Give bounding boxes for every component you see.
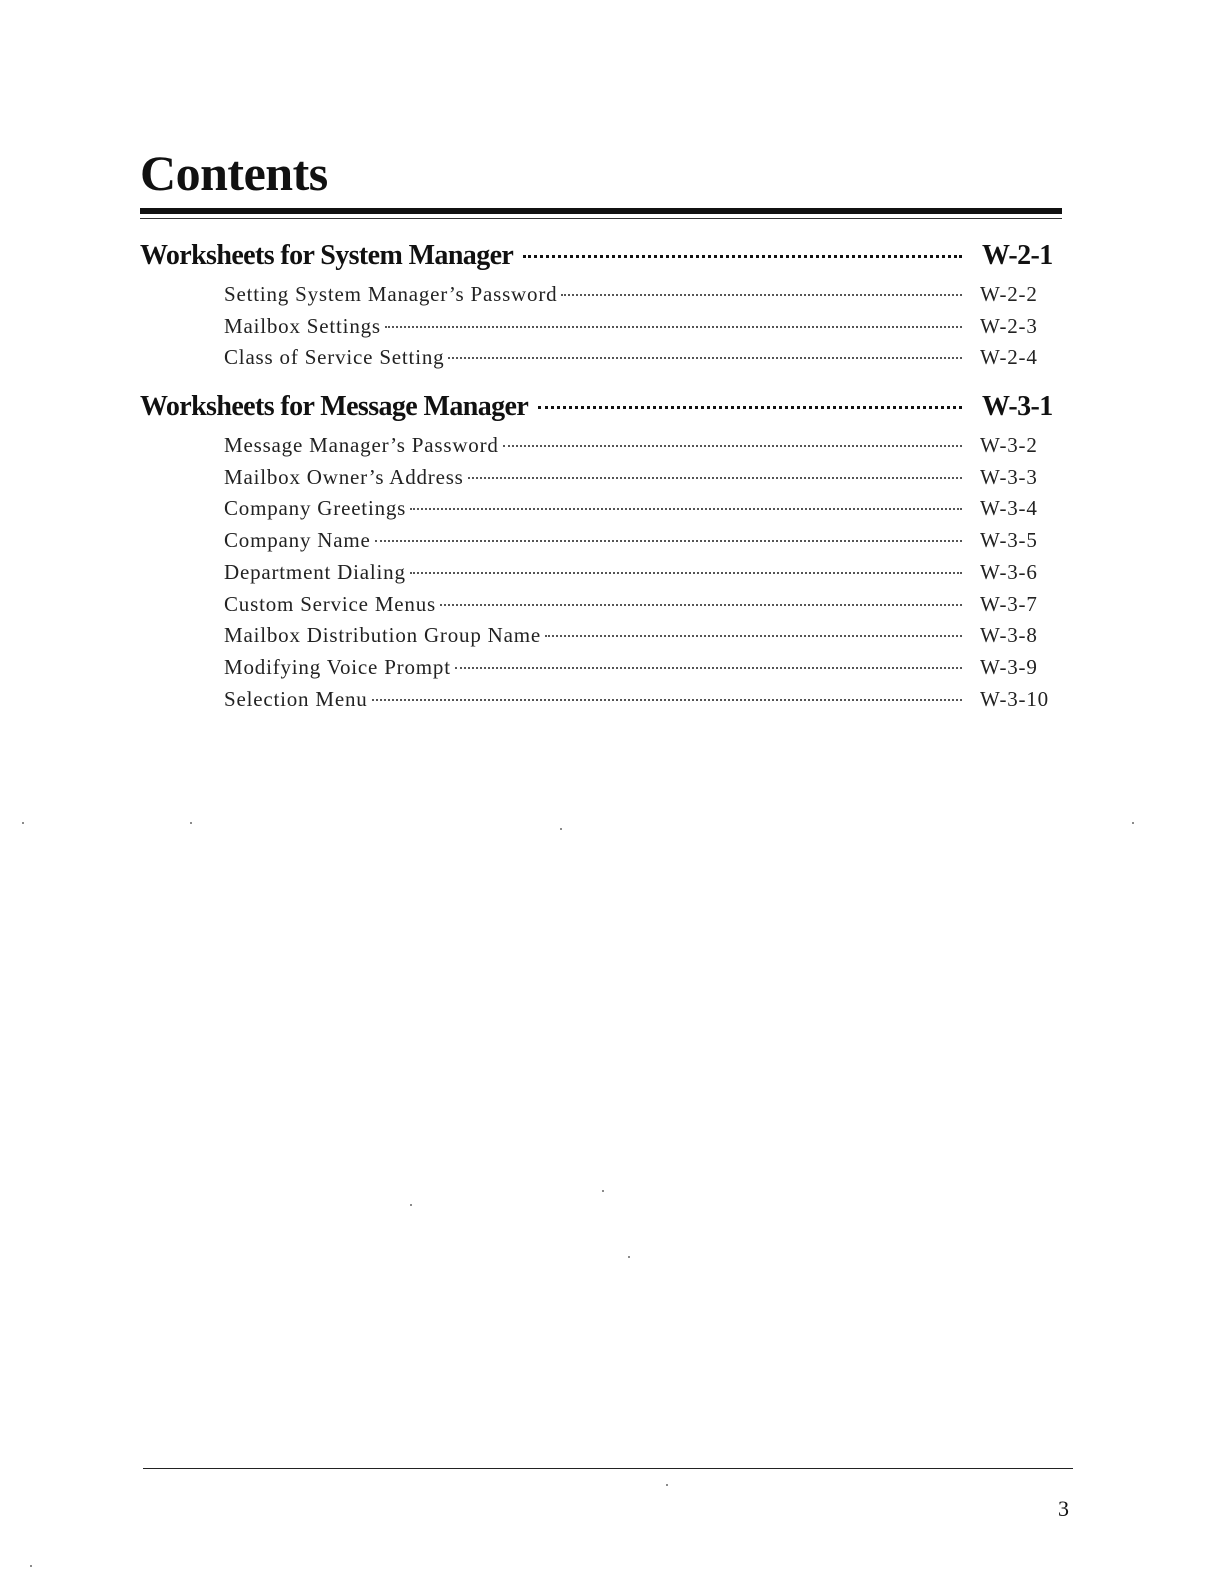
toc-entry-label: Message Manager’s Password xyxy=(224,433,499,458)
scan-speck xyxy=(1132,822,1134,824)
dot-leader xyxy=(440,604,962,606)
scan-speck xyxy=(560,828,562,830)
toc-entry-page: W-3-4 xyxy=(980,496,1038,521)
dot-leader xyxy=(561,294,962,296)
toc-entry-page: W-2-4 xyxy=(980,345,1038,370)
scan-speck xyxy=(628,1256,630,1258)
scan-speck xyxy=(410,1204,412,1206)
dot-leader xyxy=(545,635,962,637)
toc-section-message-manager xyxy=(140,391,1062,718)
toc-entry-label: Setting System Manager’s Password xyxy=(224,282,558,306)
toc-heading-page: W-2-1 xyxy=(982,240,1053,271)
toc-entry[interactable] xyxy=(140,687,1062,719)
toc-entry-page: W-3-6 xyxy=(980,559,1038,584)
dot-leader xyxy=(410,572,962,574)
scan-speck xyxy=(22,822,24,824)
toc-entry-label: Mailbox Distribution Group Name xyxy=(224,623,542,648)
toc-entry[interactable] xyxy=(140,345,1062,377)
dot-leader xyxy=(375,540,962,542)
toc-section-system-manager xyxy=(140,240,1062,377)
toc-entry-page: W-2-3 xyxy=(980,313,1038,338)
footer-rule xyxy=(143,1468,1073,1469)
dot-leader xyxy=(385,326,962,328)
toc-entry-page: W-3-5 xyxy=(980,528,1038,553)
toc-entry-page: W-3-10 xyxy=(980,686,1049,711)
scan-speck xyxy=(602,1190,604,1192)
dot-leader xyxy=(468,477,962,479)
toc-entry-page: W-3-8 xyxy=(980,623,1038,648)
toc-section-heading[interactable] xyxy=(140,391,1062,427)
toc-entry[interactable] xyxy=(140,282,1062,314)
dot-leader xyxy=(372,699,962,701)
toc-entry[interactable] xyxy=(140,655,1062,687)
toc-entry-page: W-3-2 xyxy=(980,433,1038,458)
dot-leader xyxy=(410,508,962,510)
dot-leader xyxy=(503,445,962,447)
toc-heading-label: Worksheets for System Manager xyxy=(140,240,514,271)
toc-entry-label: Company Name xyxy=(224,528,371,553)
toc-entry-page: W-3-3 xyxy=(980,464,1038,489)
title-rule-thick xyxy=(140,208,1062,214)
toc-entry-page: W-3-9 xyxy=(980,654,1038,679)
toc-entry-label: Class of Service Setting xyxy=(224,345,445,370)
table-of-contents xyxy=(140,240,1062,732)
dot-leader xyxy=(523,255,962,258)
scan-speck xyxy=(666,1484,668,1486)
scan-speck xyxy=(30,1565,32,1567)
dot-leader xyxy=(538,406,962,409)
toc-entry-label: Custom Service Menus xyxy=(224,591,436,616)
toc-entry[interactable] xyxy=(140,592,1062,624)
toc-entry[interactable] xyxy=(140,528,1062,560)
dot-leader xyxy=(455,667,962,669)
toc-entry-label: Mailbox Owner’s Address xyxy=(224,464,464,489)
toc-entry[interactable] xyxy=(140,623,1062,655)
toc-section-heading[interactable] xyxy=(140,240,1062,276)
toc-entry-label: Mailbox Settings xyxy=(224,313,381,338)
dot-leader xyxy=(448,357,962,359)
toc-entry-page: W-2-2 xyxy=(980,282,1038,306)
toc-entry-label: Modifying Voice Prompt xyxy=(224,654,451,679)
toc-entry[interactable] xyxy=(140,560,1062,592)
toc-entry-page: W-3-7 xyxy=(980,591,1038,616)
toc-entry[interactable] xyxy=(140,314,1062,346)
toc-heading-label: Worksheets for Message Manager xyxy=(140,391,529,423)
toc-entry[interactable] xyxy=(140,496,1062,528)
toc-entry[interactable] xyxy=(140,465,1062,497)
toc-entry[interactable] xyxy=(140,433,1062,465)
toc-entry-label: Department Dialing xyxy=(224,559,406,584)
toc-entry-label: Selection Menu xyxy=(224,686,368,711)
toc-entry-label: Company Greetings xyxy=(224,496,407,521)
toc-heading-page: W-3-1 xyxy=(982,391,1053,423)
title-rule-thin xyxy=(140,218,1062,219)
page-number: 3 xyxy=(1058,1496,1069,1521)
page-title: Contents xyxy=(140,145,328,201)
scan-speck xyxy=(190,822,192,824)
